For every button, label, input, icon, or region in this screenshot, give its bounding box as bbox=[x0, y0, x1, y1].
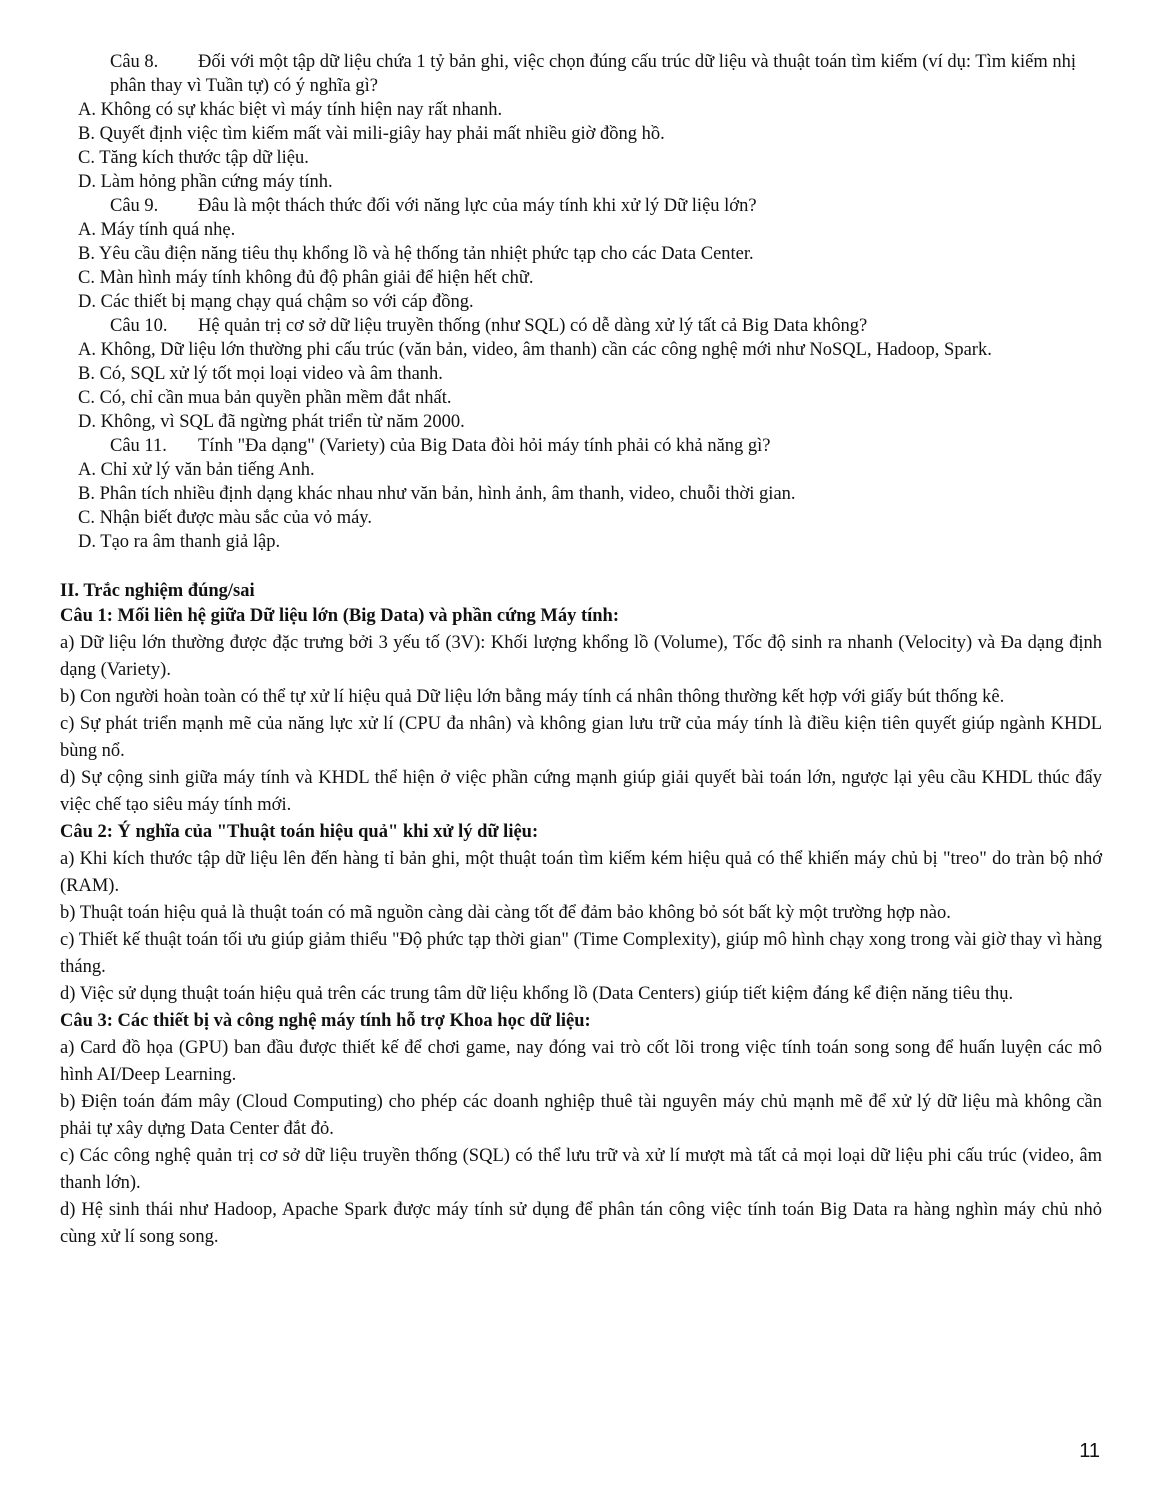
tf-statement: a) Card đồ họa (GPU) ban đầu được thiết kế để chơi game, nay đóng vai trò cốt lõi trong việc tính toán song song để huấn luyện các mô hình AI/Deep Learning. bbox=[60, 1038, 1102, 1085]
question-text: Tính "Đa dạng" (Variety) của Big Data đòi hỏi máy tính phải có khả năng gì? bbox=[198, 436, 771, 456]
answer-option: D. Làm hỏng phần cứng máy tính. bbox=[78, 172, 333, 192]
tf-statement: c) Sự phát triển mạnh mẽ của năng lực xử lí (CPU đa nhân) và không gian lưu trữ của máy tính là điều kiện tiên quyết giúp ngành KHDL bùng nổ. bbox=[60, 714, 1102, 761]
answer-option: A. Máy tính quá nhẹ. bbox=[78, 220, 236, 240]
answer-option: C. Nhận biết được màu sắc của vỏ máy. bbox=[78, 508, 372, 528]
tf-statement: b) Con người hoàn toàn có thể tự xử lí hiệu quả Dữ liệu lớn bằng máy tính cá nhân thông thường kết hợp với giấy bút thống kê. bbox=[60, 687, 1005, 707]
question-number: Câu 11. bbox=[110, 436, 167, 456]
question-number: Câu 9. bbox=[110, 196, 159, 216]
answer-option: B. Yêu cầu điện năng tiêu thụ khổng lồ và hệ thống tản nhiệt phức tạp cho các Data Center. bbox=[78, 244, 754, 264]
answer-option: C. Tăng kích thước tập dữ liệu. bbox=[78, 148, 309, 168]
answer-option: B. Phân tích nhiều định dạng khác nhau như văn bản, hình ảnh, âm thanh, video, chuỗi thời gian. bbox=[78, 484, 796, 504]
tf-statement: d) Sự cộng sinh giữa máy tính và KHDL thể hiện ở việc phần cứng mạnh giúp giải quyết bài toán lớn, ngược lại yêu cầu KHDL thúc đẩy việc chế tạo siêu máy tính mới. bbox=[60, 768, 1102, 815]
answer-option: D. Các thiết bị mạng chạy quá chậm so với cáp đồng. bbox=[78, 292, 474, 312]
true-false-section bbox=[60, 579, 1102, 1251]
tf-question bbox=[60, 819, 1102, 1008]
page-number: 11 bbox=[1079, 1440, 1100, 1462]
tf-statement: b) Thuật toán hiệu quả là thuật toán có mã nguồn càng dài càng tốt để đảm bảo không bỏ sót bất kỳ một trường hợp nào. bbox=[60, 903, 951, 923]
mc-question bbox=[78, 50, 1108, 194]
tf-statement: c) Các công nghệ quản trị cơ sở dữ liệu truyền thống (SQL) có thể lưu trữ và xử lí mượt mà tất cả mọi loại dữ liệu phi cấu trúc (video, âm thanh lớn). bbox=[60, 1146, 1102, 1193]
answer-option: B. Có, SQL xử lý tốt mọi loại video và âm thanh. bbox=[78, 364, 443, 384]
mc-question bbox=[78, 194, 1108, 314]
tf-statement: a) Khi kích thước tập dữ liệu lên đến hàng tỉ bản ghi, một thuật toán tìm kiếm kém hiệu quả có thể khiến máy chủ bị "treo" do tràn bộ nhớ (RAM). bbox=[60, 849, 1102, 896]
tf-question-title: Câu 1: Mối liên hệ giữa Dữ liệu lớn (Big Data) và phần cứng Máy tính: bbox=[60, 606, 620, 626]
question-text: Đối với một tập dữ liệu chứa 1 tỷ bản ghi, việc chọn đúng cấu trúc dữ liệu và thuật toán tìm kiếm (ví dụ: Tìm kiếm nhị phân thay vì Tuần tự) có ý nghĩa gì? bbox=[110, 52, 1077, 96]
answer-option: A. Không, Dữ liệu lớn thường phi cấu trúc (văn bản, video, âm thanh) cần các công nghệ mới như NoSQL, Hadoop, Spark. bbox=[78, 340, 992, 360]
tf-statement: d) Việc sử dụng thuật toán hiệu quả trên các trung tâm dữ liệu khổng lồ (Data Centers) giúp tiết kiệm đáng kể điện năng tiêu thụ. bbox=[60, 984, 1014, 1004]
tf-statement: a) Dữ liệu lớn thường được đặc trưng bởi 3 yếu tố (3V): Khối lượng khổng lồ (Volume), Tốc độ sinh ra nhanh (Velocity) và Đa dạng định dạng (Variety). bbox=[60, 633, 1102, 680]
tf-question bbox=[60, 603, 1102, 819]
section-title: II. Trắc nghiệm đúng/sai bbox=[60, 581, 255, 601]
answer-option: C. Có, chỉ cần mua bản quyền phần mềm đắt nhất. bbox=[78, 388, 452, 408]
tf-question-title: Câu 3: Các thiết bị và công nghệ máy tính hỗ trợ Khoa học dữ liệu: bbox=[60, 1011, 591, 1031]
answer-option: B. Quyết định việc tìm kiếm mất vài mili-giây hay phải mất nhiều giờ đồng hồ. bbox=[78, 124, 665, 144]
question-number: Câu 10. bbox=[110, 316, 168, 336]
question-text: Đâu là một thách thức đối với năng lực của máy tính khi xử lý Dữ liệu lớn? bbox=[198, 196, 757, 216]
question-number: Câu 8. bbox=[110, 52, 159, 72]
answer-option: A. Không có sự khác biệt vì máy tính hiện nay rất nhanh. bbox=[78, 100, 503, 120]
answer-option: D. Không, vì SQL đã ngừng phát triển từ năm 2000. bbox=[78, 412, 465, 432]
tf-statement: b) Điện toán đám mây (Cloud Computing) cho phép các doanh nghiệp thuê tài nguyên máy chủ mạnh mẽ để xử lý dữ liệu mà không cần phải tự xây dựng Data Center đắt đỏ. bbox=[60, 1092, 1102, 1139]
answer-option: D. Tạo ra âm thanh giả lập. bbox=[78, 532, 281, 552]
multiple-choice-section bbox=[78, 50, 1108, 554]
answer-option: C. Màn hình máy tính không đủ độ phân giải để hiện hết chữ. bbox=[78, 268, 534, 288]
mc-question bbox=[78, 314, 1108, 434]
mc-question bbox=[78, 434, 1108, 554]
answer-option: A. Chỉ xử lý văn bản tiếng Anh. bbox=[78, 460, 315, 480]
tf-question-title: Câu 2: Ý nghĩa của "Thuật toán hiệu quả" khi xử lý dữ liệu: bbox=[60, 822, 539, 842]
tf-statement: c) Thiết kế thuật toán tối ưu giúp giảm thiểu "Độ phức tạp thời gian" (Time Complexity), giúp mô hình chạy xong trong vài giờ thay vì hàng tháng. bbox=[60, 930, 1102, 977]
tf-question bbox=[60, 1008, 1102, 1251]
question-text: Hệ quản trị cơ sở dữ liệu truyền thống (như SQL) có dễ dàng xử lý tất cả Big Data không? bbox=[198, 316, 868, 336]
tf-statement: d) Hệ sinh thái như Hadoop, Apache Spark được máy tính sử dụng để phân tán công việc tính toán Big Data ra hàng nghìn máy chủ nhỏ cùng xử lí song song. bbox=[60, 1200, 1102, 1247]
